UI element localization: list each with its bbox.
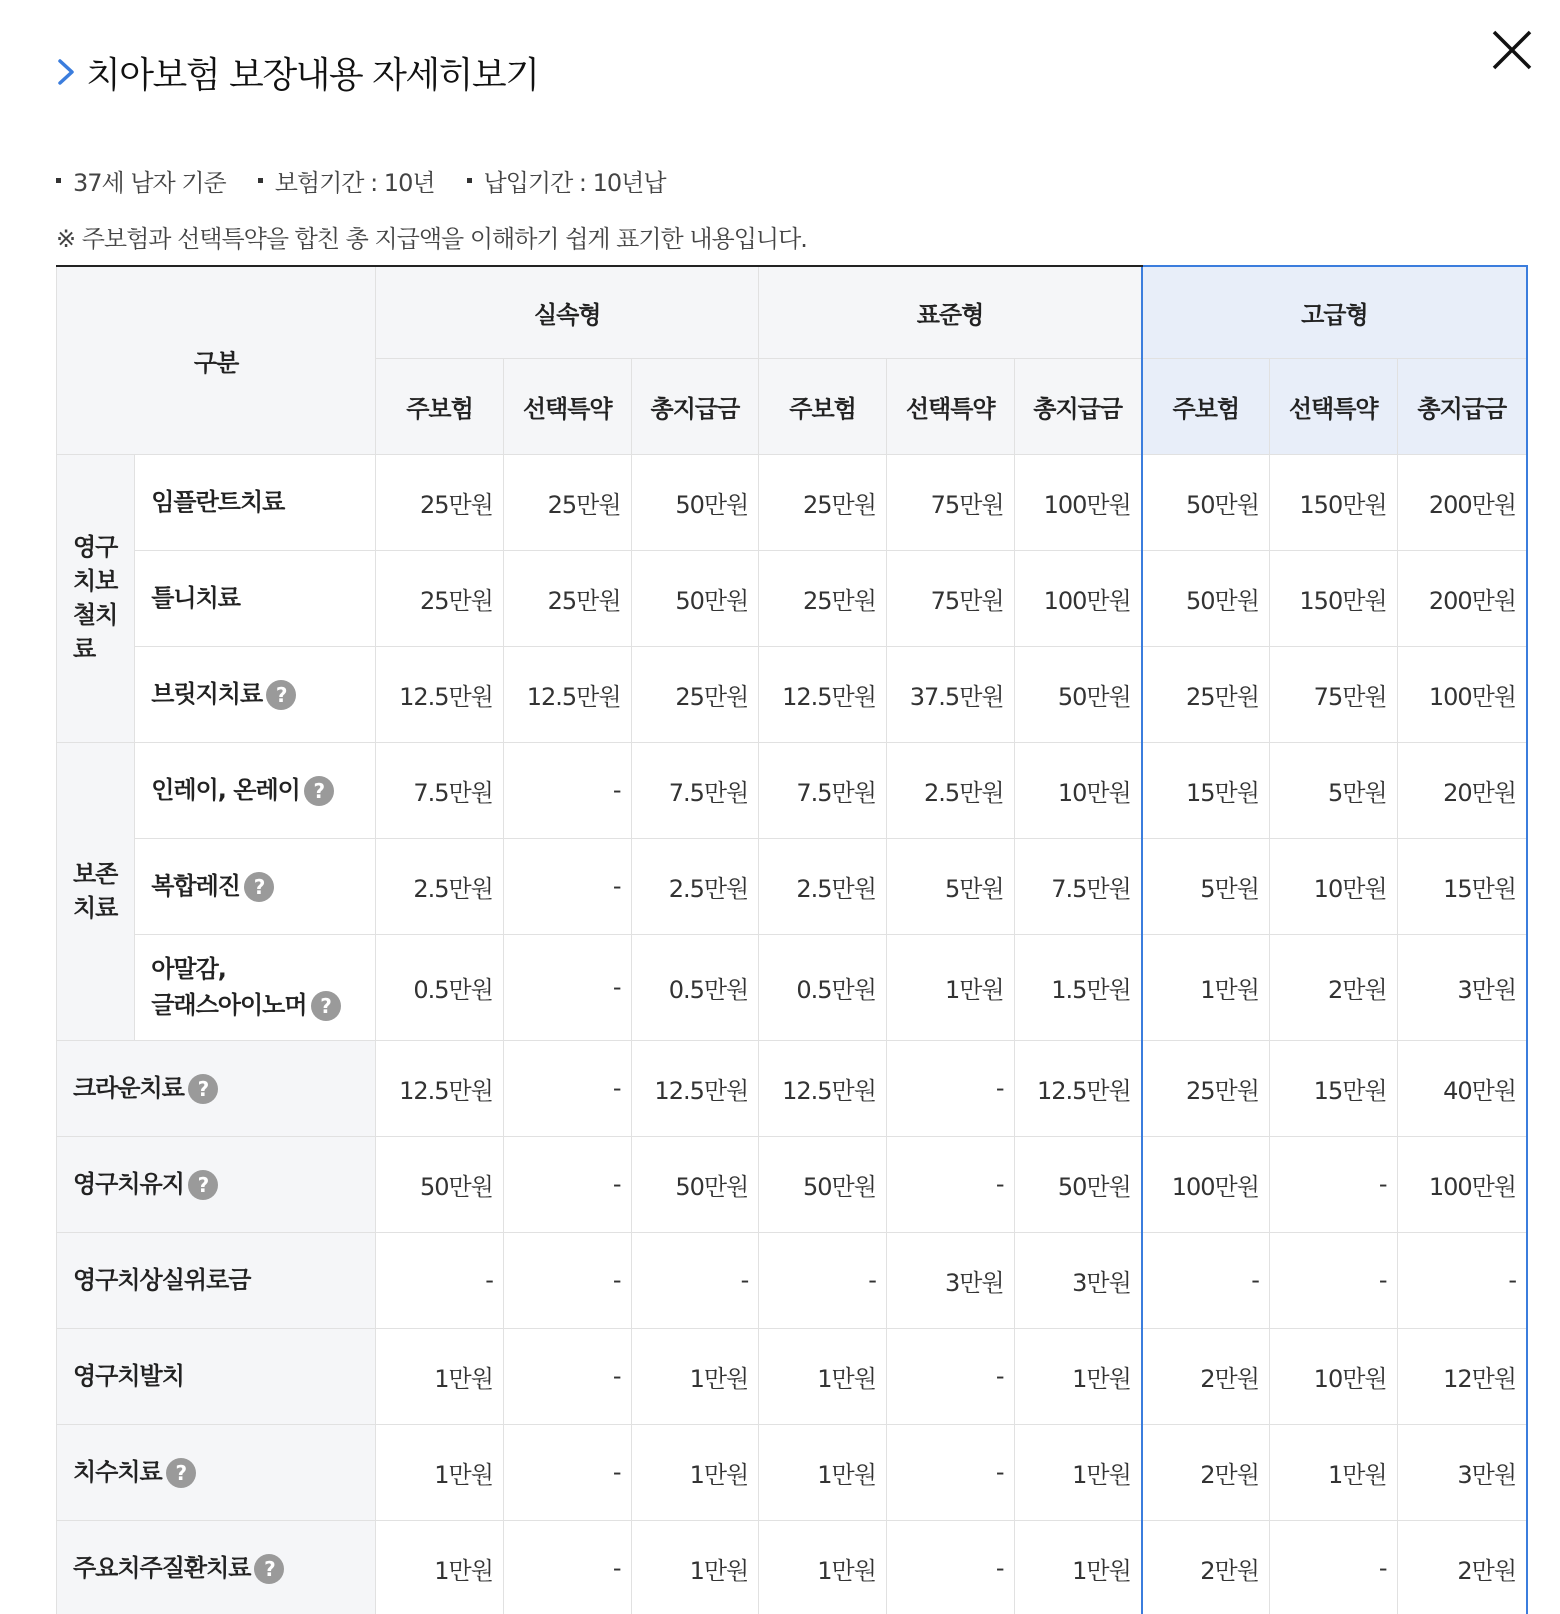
table-cell: - — [886, 1424, 1014, 1520]
condition-age — [56, 163, 226, 198]
table-row — [57, 934, 1528, 1040]
group-label-line: 영구 — [73, 533, 118, 561]
table-cell: 200만원 — [1397, 454, 1527, 550]
table-row — [57, 1520, 1528, 1614]
table-cell: 150만원 — [1269, 550, 1397, 646]
table-cell: 2만원 — [1269, 934, 1397, 1040]
table-cell: - — [1397, 1232, 1527, 1328]
table-cell: - — [1269, 1232, 1397, 1328]
table-cell: 25만원 — [503, 550, 631, 646]
table-cell: 15만원 — [1269, 1040, 1397, 1136]
table-cell: 2만원 — [1397, 1520, 1527, 1614]
table-cell: 2만원 — [1142, 1424, 1270, 1520]
row-label-permanent-tooth-maintenance — [57, 1136, 376, 1232]
table-cell: - — [503, 1328, 631, 1424]
condition-period — [258, 163, 435, 198]
table-cell: 15만원 — [1142, 742, 1270, 838]
group-label-line: 보존 — [73, 860, 118, 888]
table-cell: 40만원 — [1397, 1040, 1527, 1136]
table-note: ※ 주보험과 선택특약을 합친 총 지급액을 이해하기 쉽게 표기한 내용입니다. — [56, 225, 807, 253]
table-cell: 1만원 — [759, 1424, 887, 1520]
table-cell: - — [503, 742, 631, 838]
table-cell: 1만원 — [376, 1424, 504, 1520]
table-cell: 75만원 — [886, 454, 1014, 550]
table-cell: 0.5만원 — [631, 934, 759, 1040]
table-cell: 1만원 — [1014, 1424, 1142, 1520]
table-cell: 50만원 — [631, 550, 759, 646]
table-cell: - — [631, 1232, 759, 1328]
group-label-line: 치료 — [73, 894, 118, 922]
table-cell: 10만원 — [1014, 742, 1142, 838]
table-cell: - — [503, 1040, 631, 1136]
table-cell: 2만원 — [1142, 1520, 1270, 1614]
modal-title: 치아보험 보장내용 자세히보기 — [86, 54, 539, 96]
row-label-text: 크라운치료 — [73, 1074, 184, 1102]
row-label-text: 인레이, 온레이 — [151, 776, 300, 804]
coverage-table-container — [56, 265, 1528, 1614]
table-cell: 1만원 — [376, 1520, 504, 1614]
table-cell: 75만원 — [1269, 646, 1397, 742]
row-label-text: 주요치주질환치료 — [73, 1554, 251, 1582]
table-cell: 25만원 — [759, 550, 887, 646]
group-label-prosthetic — [57, 454, 135, 742]
row-label-periodontal-treatment — [57, 1520, 376, 1614]
table-cell: - — [1269, 1520, 1397, 1614]
category-header: 구분 — [57, 266, 376, 454]
table-row — [57, 1328, 1528, 1424]
sub-header-main: 주보험 — [1142, 358, 1270, 454]
table-cell: 2.5만원 — [759, 838, 887, 934]
row-label-text: 글래스아이노머 — [151, 991, 307, 1019]
table-cell: 50만원 — [631, 1136, 759, 1232]
table-cell: 50만원 — [759, 1136, 887, 1232]
table-cell: 25만원 — [1142, 646, 1270, 742]
table-cell: 1만원 — [886, 934, 1014, 1040]
row-label-text: 영구치발치 — [73, 1362, 184, 1390]
sub-header-main: 주보험 — [759, 358, 887, 454]
table-row — [57, 454, 1528, 550]
table-cell: - — [1269, 1136, 1397, 1232]
table-cell: - — [503, 1520, 631, 1614]
chevron-right-icon — [56, 55, 78, 89]
bullet-icon — [258, 178, 263, 183]
row-label-crown — [57, 1040, 376, 1136]
table-row — [57, 1040, 1528, 1136]
row-label-tooth-extraction — [57, 1328, 376, 1424]
row-label-text: 영구치상실위로금 — [73, 1266, 251, 1294]
table-cell: 3만원 — [1397, 934, 1527, 1040]
condition-payment-text: 납입기간 : 10년납 — [483, 169, 666, 197]
table-cell: 37.5만원 — [886, 646, 1014, 742]
question-circle-icon[interactable]: ? — [244, 872, 274, 902]
table-cell: - — [503, 1136, 631, 1232]
table-row — [57, 838, 1528, 934]
table-cell: 7.5만원 — [631, 742, 759, 838]
plan-header-standard: 표준형 — [759, 266, 1142, 358]
table-cell: - — [503, 1232, 631, 1328]
row-label-pulp-treatment — [57, 1424, 376, 1520]
group-label-line: 치보 — [73, 567, 118, 595]
table-cell: 7.5만원 — [1014, 838, 1142, 934]
table-cell: 2.5만원 — [631, 838, 759, 934]
table-cell: 12.5만원 — [631, 1040, 759, 1136]
group-label-conservative — [57, 742, 135, 1040]
table-cell: 7.5만원 — [376, 742, 504, 838]
table-cell: 10만원 — [1269, 1328, 1397, 1424]
table-cell: 50만원 — [1142, 550, 1270, 646]
table-row — [57, 1136, 1528, 1232]
table-cell: 25만원 — [376, 454, 504, 550]
question-circle-icon[interactable]: ? — [266, 680, 296, 710]
table-cell: 1만원 — [759, 1520, 887, 1614]
row-label-inlay-onlay — [135, 742, 376, 838]
table-cell: 5만원 — [1142, 838, 1270, 934]
table-row — [57, 742, 1528, 838]
condition-age-text: 37세 남자 기준 — [73, 169, 226, 197]
table-cell: - — [503, 934, 631, 1040]
table-cell: 12만원 — [1397, 1328, 1527, 1424]
row-label-text: 아말감, — [151, 955, 226, 983]
table-cell: 1만원 — [759, 1328, 887, 1424]
sub-header-main: 주보험 — [376, 358, 504, 454]
table-cell: 200만원 — [1397, 550, 1527, 646]
table-row — [57, 550, 1528, 646]
question-circle-icon[interactable]: ? — [304, 776, 334, 806]
table-cell: 100만원 — [1014, 550, 1142, 646]
close-button[interactable] — [1482, 20, 1542, 80]
sub-header-rider: 선택특약 — [1269, 358, 1397, 454]
table-cell: 12.5만원 — [759, 646, 887, 742]
table-cell: - — [503, 1424, 631, 1520]
table-cell: - — [886, 1136, 1014, 1232]
bullet-icon — [56, 178, 61, 183]
table-cell: 1만원 — [376, 1328, 504, 1424]
table-cell: 2.5만원 — [376, 838, 504, 934]
condition-list — [56, 163, 698, 198]
sub-header-total: 총지급금 — [631, 358, 759, 454]
plan-header-premium: 고급형 — [1142, 266, 1527, 358]
sub-header-total: 총지급금 — [1014, 358, 1142, 454]
row-label-composite-resin — [135, 838, 376, 934]
table-cell: 1만원 — [1142, 934, 1270, 1040]
table-cell: 25만원 — [759, 454, 887, 550]
table-cell: 7.5만원 — [759, 742, 887, 838]
row-label-text: 복합레진 — [151, 872, 240, 900]
question-circle-icon[interactable]: ? — [166, 1458, 196, 1488]
table-cell: - — [376, 1232, 504, 1328]
row-label-implant — [135, 454, 376, 550]
condition-payment — [467, 163, 666, 198]
row-label-amalgam-glass-ionomer — [135, 934, 376, 1040]
row-label-text: 임플란트치료 — [151, 488, 285, 516]
table-cell: - — [759, 1232, 887, 1328]
table-cell: 3만원 — [886, 1232, 1014, 1328]
sub-header-total: 총지급금 — [1397, 358, 1527, 454]
table-cell: 50만원 — [376, 1136, 504, 1232]
table-cell: 0.5만원 — [376, 934, 504, 1040]
table-cell: - — [1142, 1232, 1270, 1328]
table-cell: 25만원 — [1142, 1040, 1270, 1136]
sub-header-rider: 선택특약 — [886, 358, 1014, 454]
close-icon[interactable] — [1490, 28, 1534, 72]
table-cell: 50만원 — [1142, 454, 1270, 550]
question-circle-icon[interactable]: ? — [188, 1074, 218, 1104]
row-label-text: 브릿지치료 — [151, 680, 263, 708]
table-cell: 100만원 — [1142, 1136, 1270, 1232]
table-cell: 2만원 — [1142, 1328, 1270, 1424]
table-cell: 3만원 — [1014, 1232, 1142, 1328]
table-cell: 25만원 — [376, 550, 504, 646]
table-row — [57, 1232, 1528, 1328]
table-row — [57, 1424, 1528, 1520]
plan-header-basic: 실속형 — [376, 266, 759, 358]
group-label-line: 료 — [73, 635, 96, 663]
row-label-bridge — [135, 646, 376, 742]
table-cell: 12.5만원 — [1014, 1040, 1142, 1136]
table-cell: 12.5만원 — [759, 1040, 887, 1136]
table-cell: 1만원 — [631, 1328, 759, 1424]
bullet-icon — [467, 178, 472, 183]
table-cell: 1만원 — [631, 1424, 759, 1520]
table-cell: 5만원 — [886, 838, 1014, 934]
table-cell: 1만원 — [1269, 1424, 1397, 1520]
row-label-tooth-loss-consolation — [57, 1232, 376, 1328]
table-cell: 50만원 — [1014, 646, 1142, 742]
table-cell: 10만원 — [1269, 838, 1397, 934]
group-label-line: 철치 — [73, 601, 118, 629]
table-cell: - — [503, 838, 631, 934]
table-cell: 12.5만원 — [503, 646, 631, 742]
table-cell: - — [886, 1520, 1014, 1614]
table-cell: 1만원 — [1014, 1328, 1142, 1424]
table-cell: 25만원 — [631, 646, 759, 742]
condition-period-text: 보험기간 : 10년 — [274, 169, 435, 197]
table-cell: - — [886, 1328, 1014, 1424]
table-cell: 100만원 — [1397, 646, 1527, 742]
table-cell: 5만원 — [1269, 742, 1397, 838]
table-cell: 75만원 — [886, 550, 1014, 646]
table-row — [57, 646, 1528, 742]
coverage-table — [56, 265, 1528, 1614]
question-circle-icon[interactable]: ? — [254, 1554, 284, 1584]
table-cell: 100만원 — [1397, 1136, 1527, 1232]
table-cell: 20만원 — [1397, 742, 1527, 838]
table-cell: 50만원 — [1014, 1136, 1142, 1232]
table-cell: 15만원 — [1397, 838, 1527, 934]
row-label-text: 치수치료 — [73, 1458, 162, 1486]
table-cell: 25만원 — [503, 454, 631, 550]
table-cell: 100만원 — [1014, 454, 1142, 550]
table-cell: 12.5만원 — [376, 1040, 504, 1136]
modal-header — [56, 42, 538, 102]
table-cell: - — [886, 1040, 1014, 1136]
table-cell: 1만원 — [631, 1520, 759, 1614]
table-cell: 50만원 — [631, 454, 759, 550]
row-label-text: 틀니치료 — [151, 584, 240, 612]
sub-header-rider: 선택특약 — [503, 358, 631, 454]
row-label-denture — [135, 550, 376, 646]
table-cell: 150만원 — [1269, 454, 1397, 550]
question-circle-icon[interactable]: ? — [188, 1170, 218, 1200]
row-label-text: 영구치유지 — [73, 1170, 184, 1198]
table-cell: 1만원 — [1014, 1520, 1142, 1614]
question-circle-icon[interactable]: ? — [311, 991, 341, 1021]
table-cell: 3만원 — [1397, 1424, 1527, 1520]
table-cell: 0.5만원 — [759, 934, 887, 1040]
table-cell: 1.5만원 — [1014, 934, 1142, 1040]
table-cell: 2.5만원 — [886, 742, 1014, 838]
table-cell: 12.5만원 — [376, 646, 504, 742]
